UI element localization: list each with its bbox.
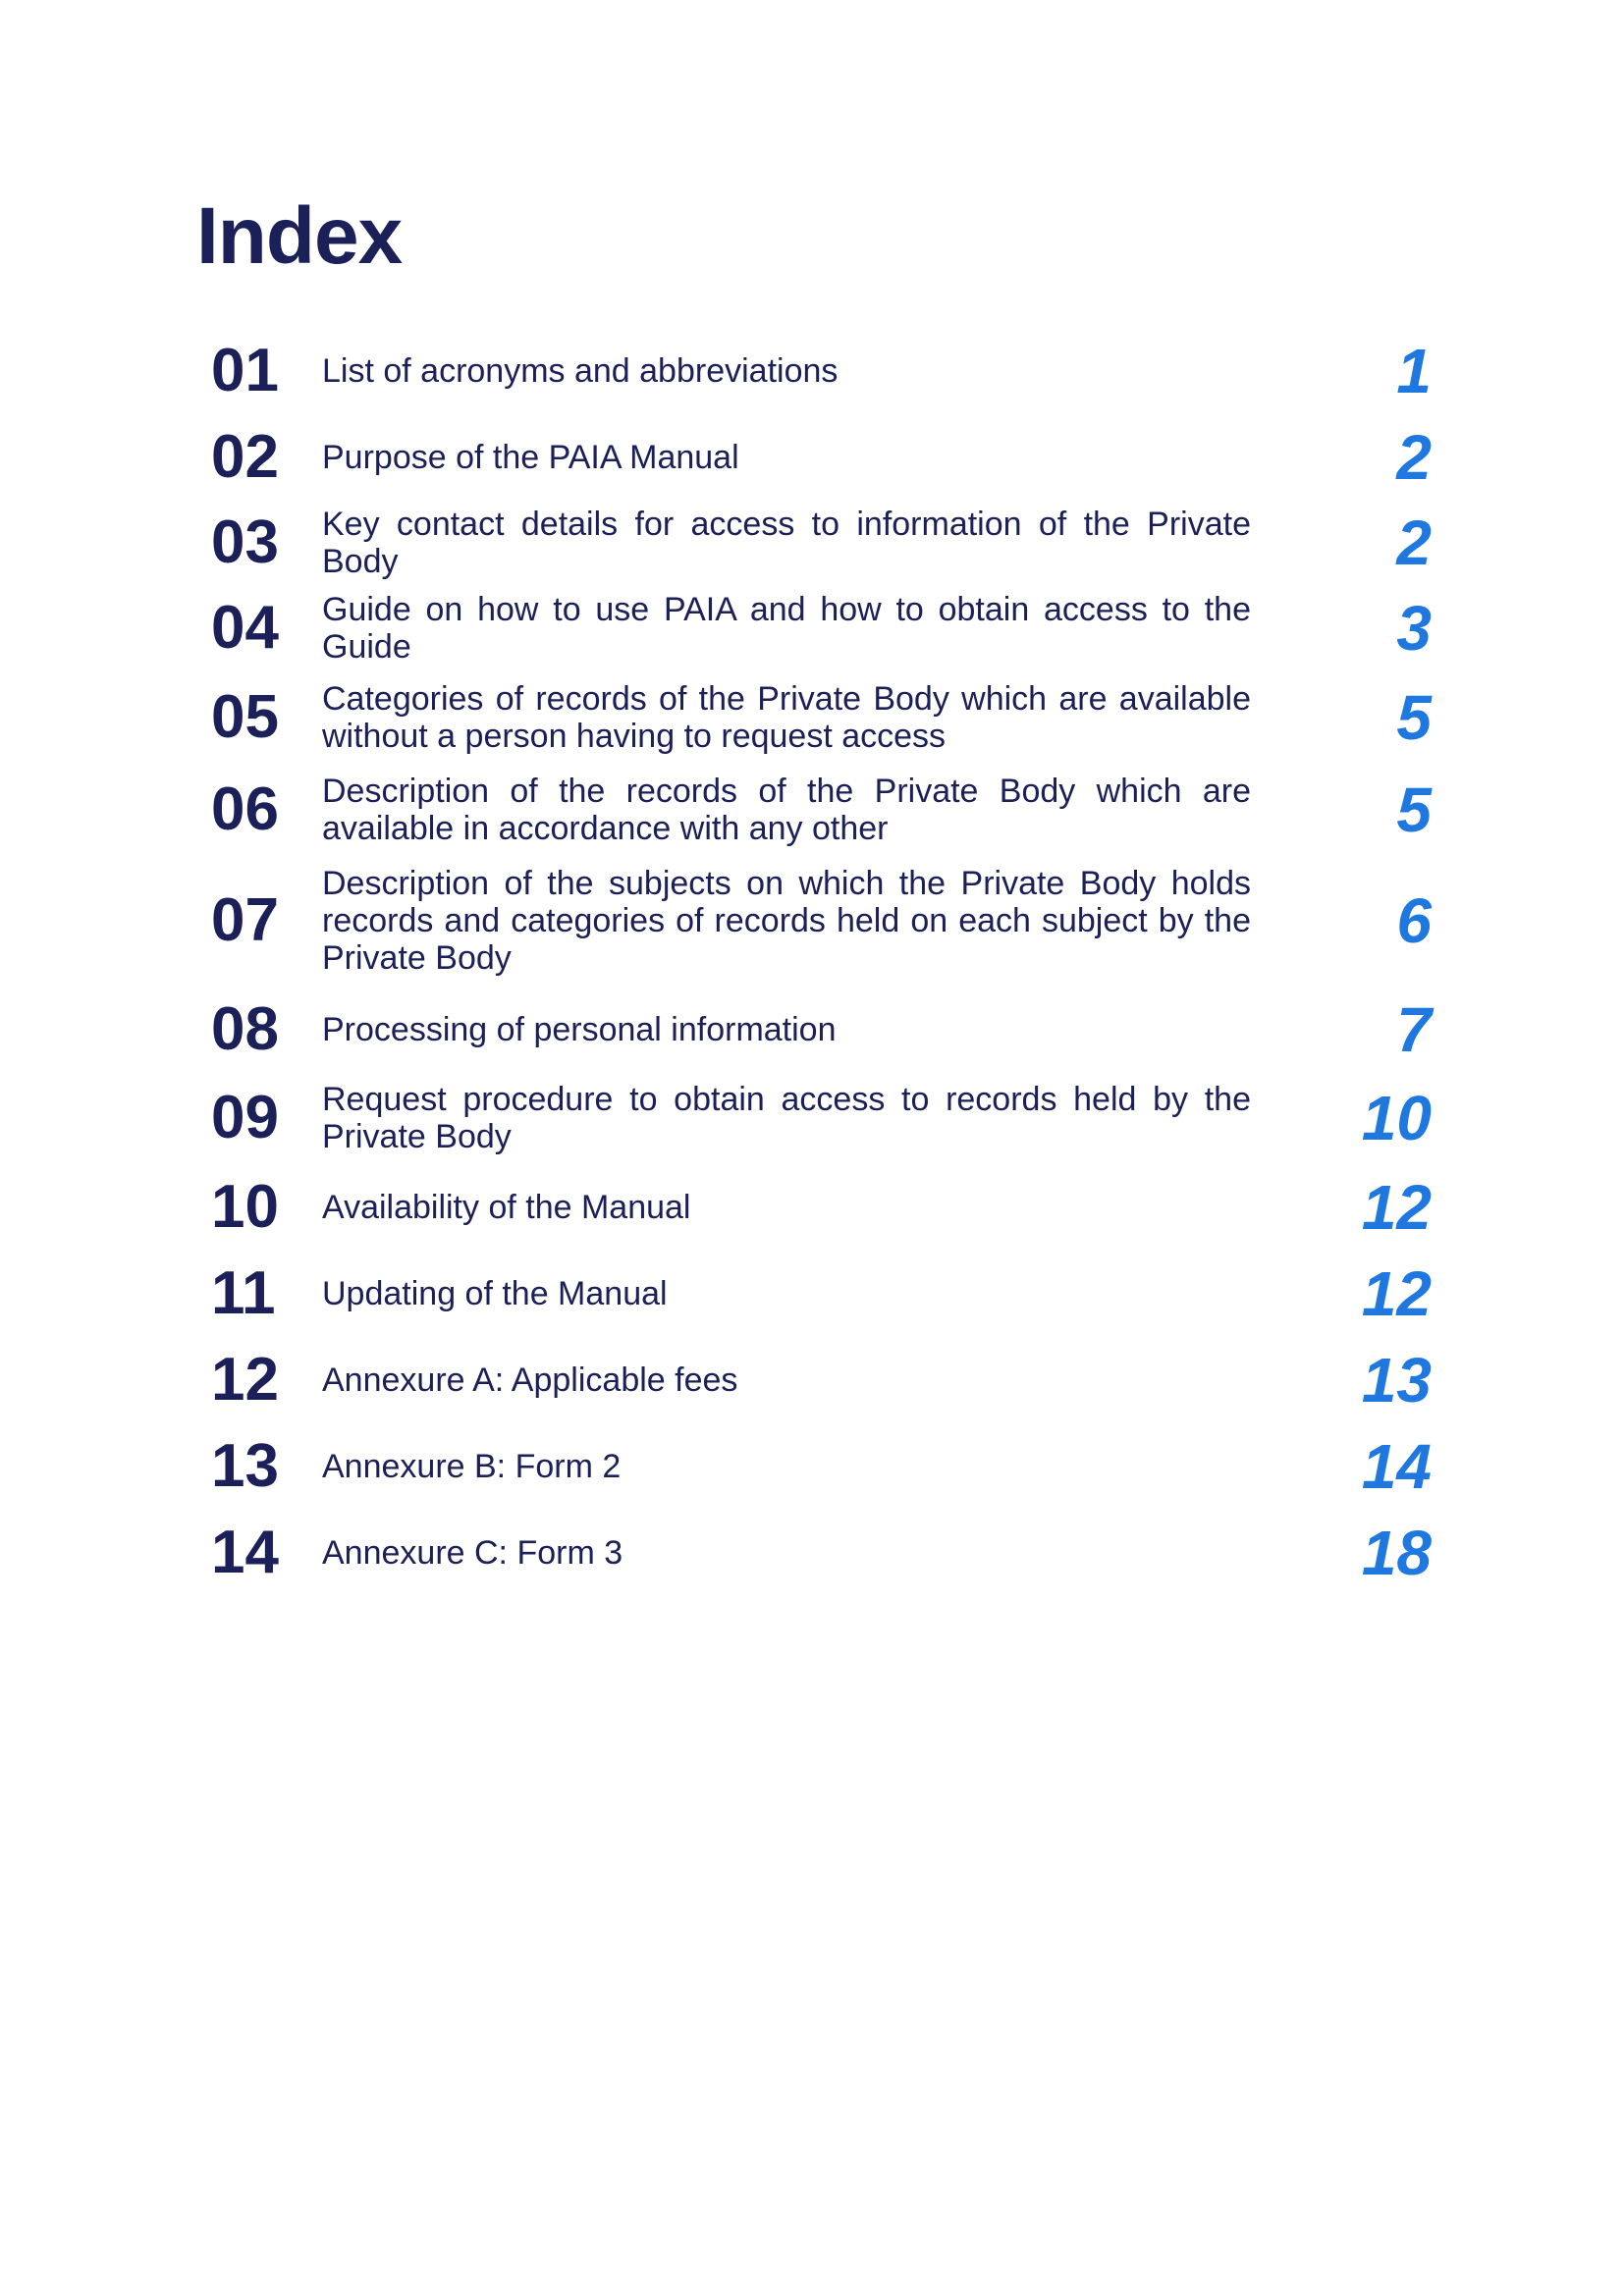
entry-page-number: 2 — [1396, 422, 1432, 493]
entry-number: 07 — [211, 886, 279, 954]
entry-page-number: 12 — [1361, 1172, 1432, 1243]
entry-number: 11 — [211, 1259, 276, 1327]
entry-title: Key contact details for access to information of the Private Body — [322, 506, 1251, 580]
entry-number: 03 — [211, 508, 279, 576]
entry-page-number: 13 — [1361, 1345, 1432, 1415]
entry-page-number: 5 — [1396, 682, 1432, 753]
index-entry[interactable] — [196, 422, 1434, 493]
entry-number: 08 — [211, 995, 279, 1063]
entry-number: 09 — [211, 1084, 279, 1151]
index-entry[interactable] — [196, 336, 1434, 406]
entry-page-number: 5 — [1396, 774, 1432, 845]
entry-title: Annexure B: Form 2 — [322, 1448, 622, 1485]
entry-page-number: 18 — [1361, 1518, 1432, 1588]
entry-number: 01 — [211, 337, 279, 404]
entry-title: Categories of records of the Private Body which are available without a person having to request access — [322, 680, 1251, 755]
entry-page-number: 10 — [1361, 1083, 1432, 1153]
index-entry[interactable] — [196, 1345, 1434, 1415]
entry-title: Updating of the Manual — [322, 1275, 668, 1312]
index-entry[interactable] — [196, 1431, 1434, 1502]
entry-page-number: 1 — [1396, 336, 1432, 406]
index-entry[interactable] — [196, 506, 1434, 580]
entry-title: Purpose of the PAIA Manual — [322, 439, 739, 476]
entry-title: Availability of the Manual — [322, 1189, 691, 1226]
entry-title: Guide on how to use PAIA and how to obtain access to the Guide — [322, 591, 1251, 666]
index-entry[interactable] — [196, 1258, 1434, 1329]
entry-title: Annexure A: Applicable fees — [322, 1362, 738, 1399]
entry-page-number: 2 — [1396, 507, 1432, 578]
entry-page-number: 6 — [1396, 885, 1432, 956]
entry-page-number: 3 — [1396, 593, 1432, 664]
entry-number: 05 — [211, 683, 279, 751]
entry-number: 13 — [211, 1432, 279, 1500]
entry-title: Description of the subjects on which the Private Body holds records and categories of records held on each subject by the Private Body — [322, 865, 1251, 977]
entry-title: Processing of personal information — [322, 1011, 837, 1048]
page-title: Index — [196, 191, 403, 281]
index-entry[interactable] — [196, 994, 1434, 1065]
entry-number: 04 — [211, 594, 279, 662]
entry-title: Description of the records of the Private Body which are available in accordance with any other — [322, 773, 1251, 847]
entry-number: 06 — [211, 775, 279, 843]
index-entry[interactable] — [196, 680, 1434, 755]
index-entry[interactable] — [196, 1081, 1434, 1155]
entry-number: 02 — [211, 423, 279, 491]
index-entry[interactable] — [196, 1172, 1434, 1243]
entry-title: List of acronyms and abbreviations — [322, 352, 839, 390]
entry-number: 12 — [211, 1346, 279, 1414]
index-entry[interactable] — [196, 773, 1434, 847]
entry-number: 10 — [211, 1173, 279, 1241]
entry-number: 14 — [211, 1519, 279, 1586]
index-entry[interactable] — [196, 865, 1434, 977]
index-entry[interactable] — [196, 591, 1434, 666]
entry-page-number: 14 — [1361, 1431, 1432, 1502]
entry-title: Annexure C: Form 3 — [322, 1534, 623, 1572]
entry-title: Request procedure to obtain access to records held by the Private Body — [322, 1081, 1251, 1155]
entry-page-number: 7 — [1396, 994, 1432, 1065]
index-entry[interactable] — [196, 1518, 1434, 1588]
entry-page-number: 12 — [1361, 1258, 1432, 1329]
